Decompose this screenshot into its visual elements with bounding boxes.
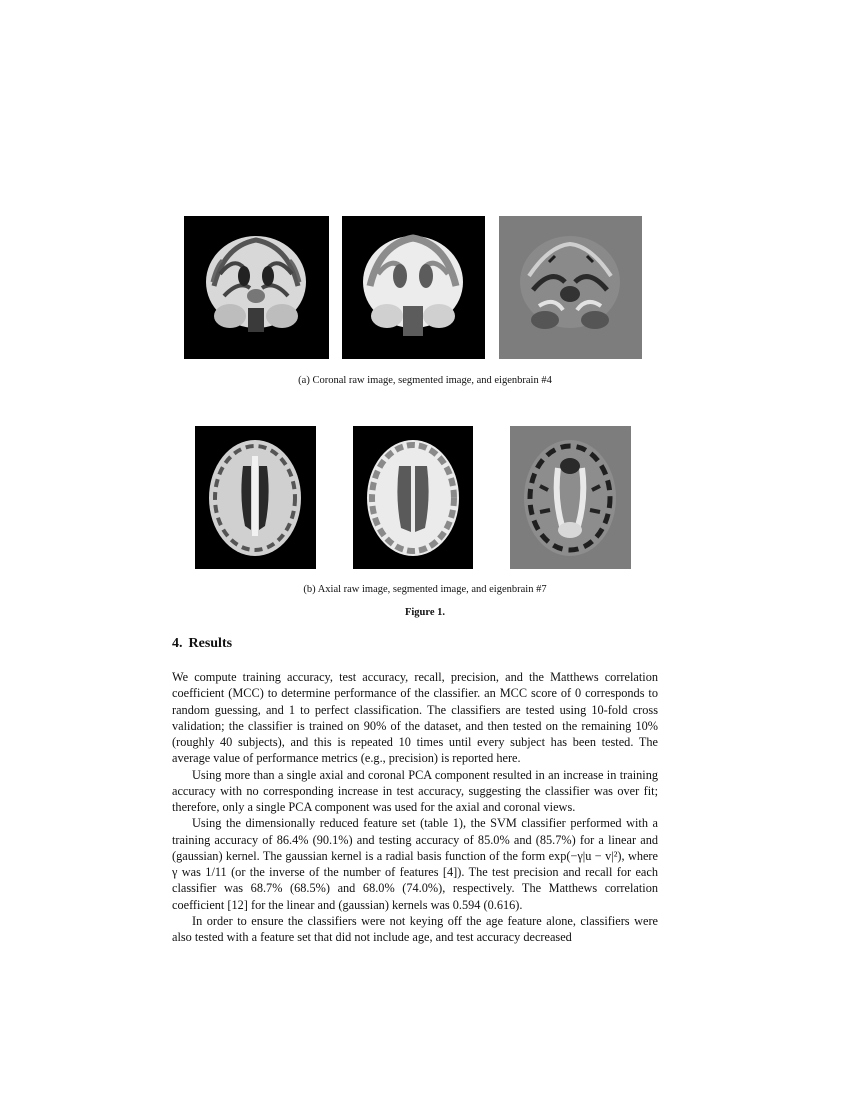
coronal-eigenbrain-image: [499, 216, 642, 359]
figure-row-coronal: [0, 216, 850, 361]
paragraph-3: Using the dimensionally reduced feature set (table 1), the SVM classifier performed with a training accuracy of 86.4% (90.1%) and testing accuracy of 85.0% and (85.7%) for a linear and (gaussian) kernel. The gaussian kernel is a radial basis function of the form exp(−γ|u − v|²), where γ was 1/11 (or the inverse of the number of features [4]). The test precision and recall for each classifier was 68.7% (68.5%) and 68.0% (74.0%), respectively. The Matthews correlation coefficient [12] for the linear and (gaussian) kernels was 0.594 (0.616).: [172, 816, 658, 912]
results-body: [172, 669, 658, 945]
axial-eigenbrain-image: [510, 426, 631, 569]
section-number: 4.: [172, 636, 183, 651]
paragraph-2: Using more than a single axial and coronal PCA component resulted in an increase in training accuracy with no corresponding increase in test accuracy, suggesting the classifier was over fit; therefore, only a single PCA component was used for the axial and coronal views.: [172, 767, 658, 814]
figure-row-axial: [0, 426, 850, 571]
coronal-segmented-image: [342, 216, 485, 359]
figure-label: Figure 1.: [404, 607, 446, 618]
section-heading: [172, 636, 232, 652]
coronal-raw-image: [184, 216, 329, 359]
section-title: Results: [188, 636, 233, 651]
paragraph-1: We compute training accuracy, test accuracy, recall, precision, and the Matthews correlation coefficient (MCC) to determine performance of the classifier. an MCC score of 0 corresponds to random guessing, and 1 to perfect classification. The classifiers are tested using 10-fold cross validation; the classifier is trained on 90% of the dataset, and then tested on the remaining 10% (roughly 40 subjects), and this is repeated 10 times until every subject has been tested. The average value of performance metrics (e.g., precision) is reported here.: [172, 670, 658, 766]
axial-segmented-image: [353, 426, 473, 569]
axial-raw-image: [195, 426, 316, 569]
caption-axial: (b) Axial raw image, segmented image, and eigenbrain #7: [303, 584, 547, 595]
caption-coronal: (a) Coronal raw image, segmented image, and eigenbrain #4: [298, 375, 552, 386]
paragraph-4: In order to ensure the classifiers were not keying off the age feature alone, classifiers were also tested with a feature set that did not include age, and test accuracy decreased: [172, 913, 658, 944]
